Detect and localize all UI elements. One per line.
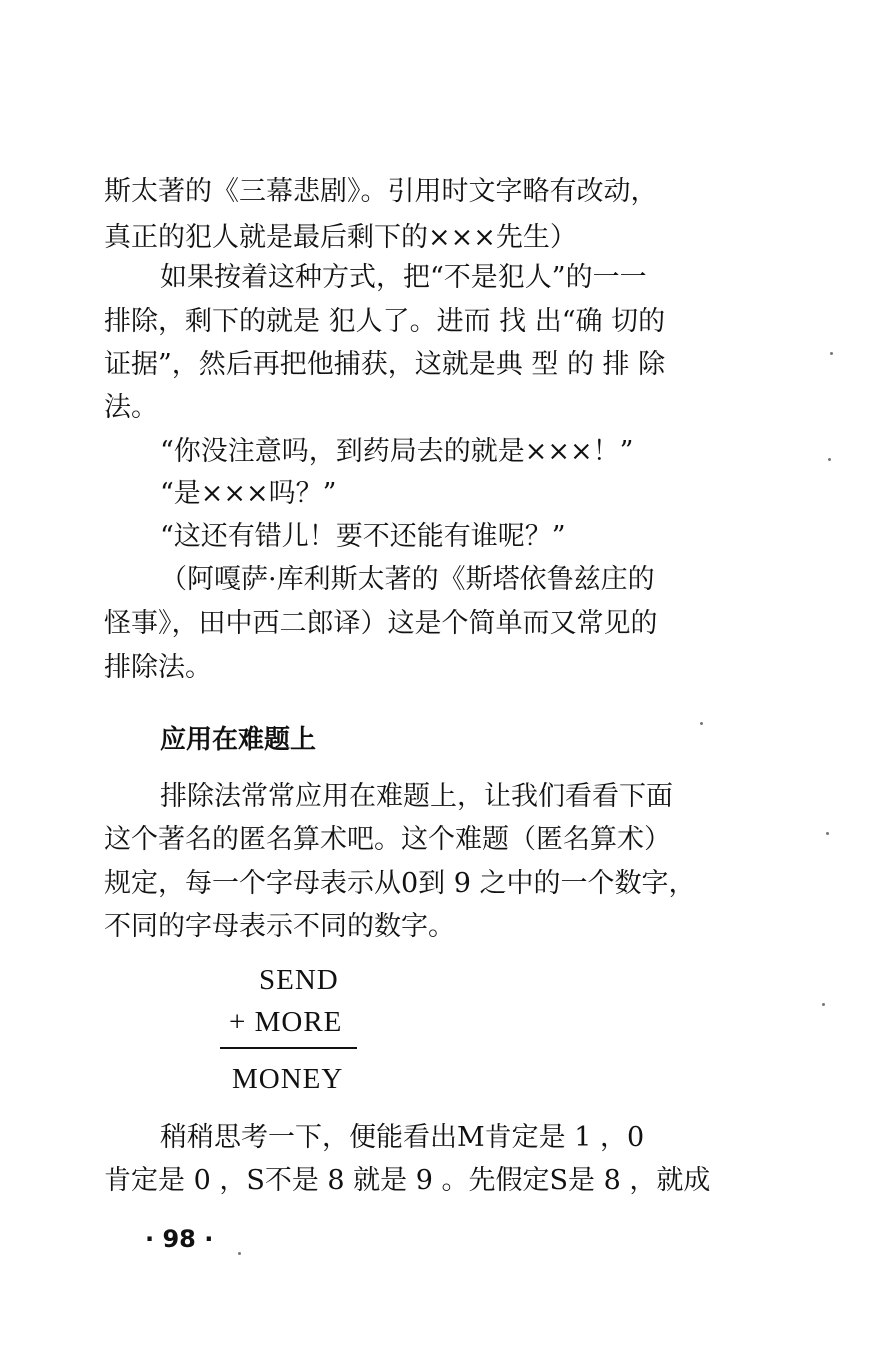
text-line: 不同的字母表示不同的数字。	[104, 911, 455, 942]
equation-result: MONEY	[232, 1063, 344, 1095]
equation-rule	[220, 1047, 357, 1049]
text-line: 怪事》，田中西二郎译）这是个简单而又常见的	[104, 608, 658, 639]
text-line: 稍稍思考一下，便能看出M肯定是 1 ，0	[160, 1122, 645, 1153]
page-number: · 98 ·	[145, 1225, 214, 1253]
text-line: （阿嘎萨·库利斯太著的《斯塔依鲁兹庄的	[160, 564, 655, 595]
dialogue-line: “这还有错儿！要不还能有谁呢？”	[160, 521, 566, 552]
scan-speck	[700, 722, 703, 725]
equation-line-more: + MORE	[229, 1006, 343, 1038]
scan-speck	[826, 832, 829, 835]
text-line: 排除法。	[104, 652, 212, 683]
text-line: 证据”，然后再把他捕获，这就是典 型 的 排 除	[104, 349, 666, 380]
text-line: 排除法常常应用在难题上，让我们看看下面	[160, 781, 673, 812]
scan-speck	[238, 1252, 241, 1255]
section-heading: 应用在难题上	[160, 725, 317, 755]
text-line: 法。	[104, 392, 158, 423]
scan-speck	[828, 458, 831, 461]
equation-line-send: SEND	[259, 964, 339, 996]
scan-speck	[822, 1003, 825, 1006]
text-line: 这个著名的匿名算术吧。这个难题（匿名算术）	[104, 824, 671, 855]
dialogue-line: “是×××吗？”	[160, 478, 337, 509]
scan-speck	[830, 352, 833, 355]
text-line: 肯定是 0 ，S不是 8 就是 9 。先假定S是 8 ，就成	[104, 1165, 711, 1196]
text-line: 如果按着这种方式，把“不是犯人”的一一	[160, 262, 647, 293]
text-line: 排除，剩下的就是 犯人了。进而 找 出“确 切的	[104, 306, 666, 337]
text-line: 真正的犯人就是最后剩下的×××先生）	[104, 222, 577, 253]
text-line: 斯太著的《三幕悲剧》。引用时文字略有改动，	[104, 176, 658, 207]
text-line: 规定，每一个字母表示从0到 9 之中的一个数字，	[104, 868, 696, 899]
dialogue-line: “你没注意吗，到药局去的就是×××！”	[160, 436, 634, 467]
